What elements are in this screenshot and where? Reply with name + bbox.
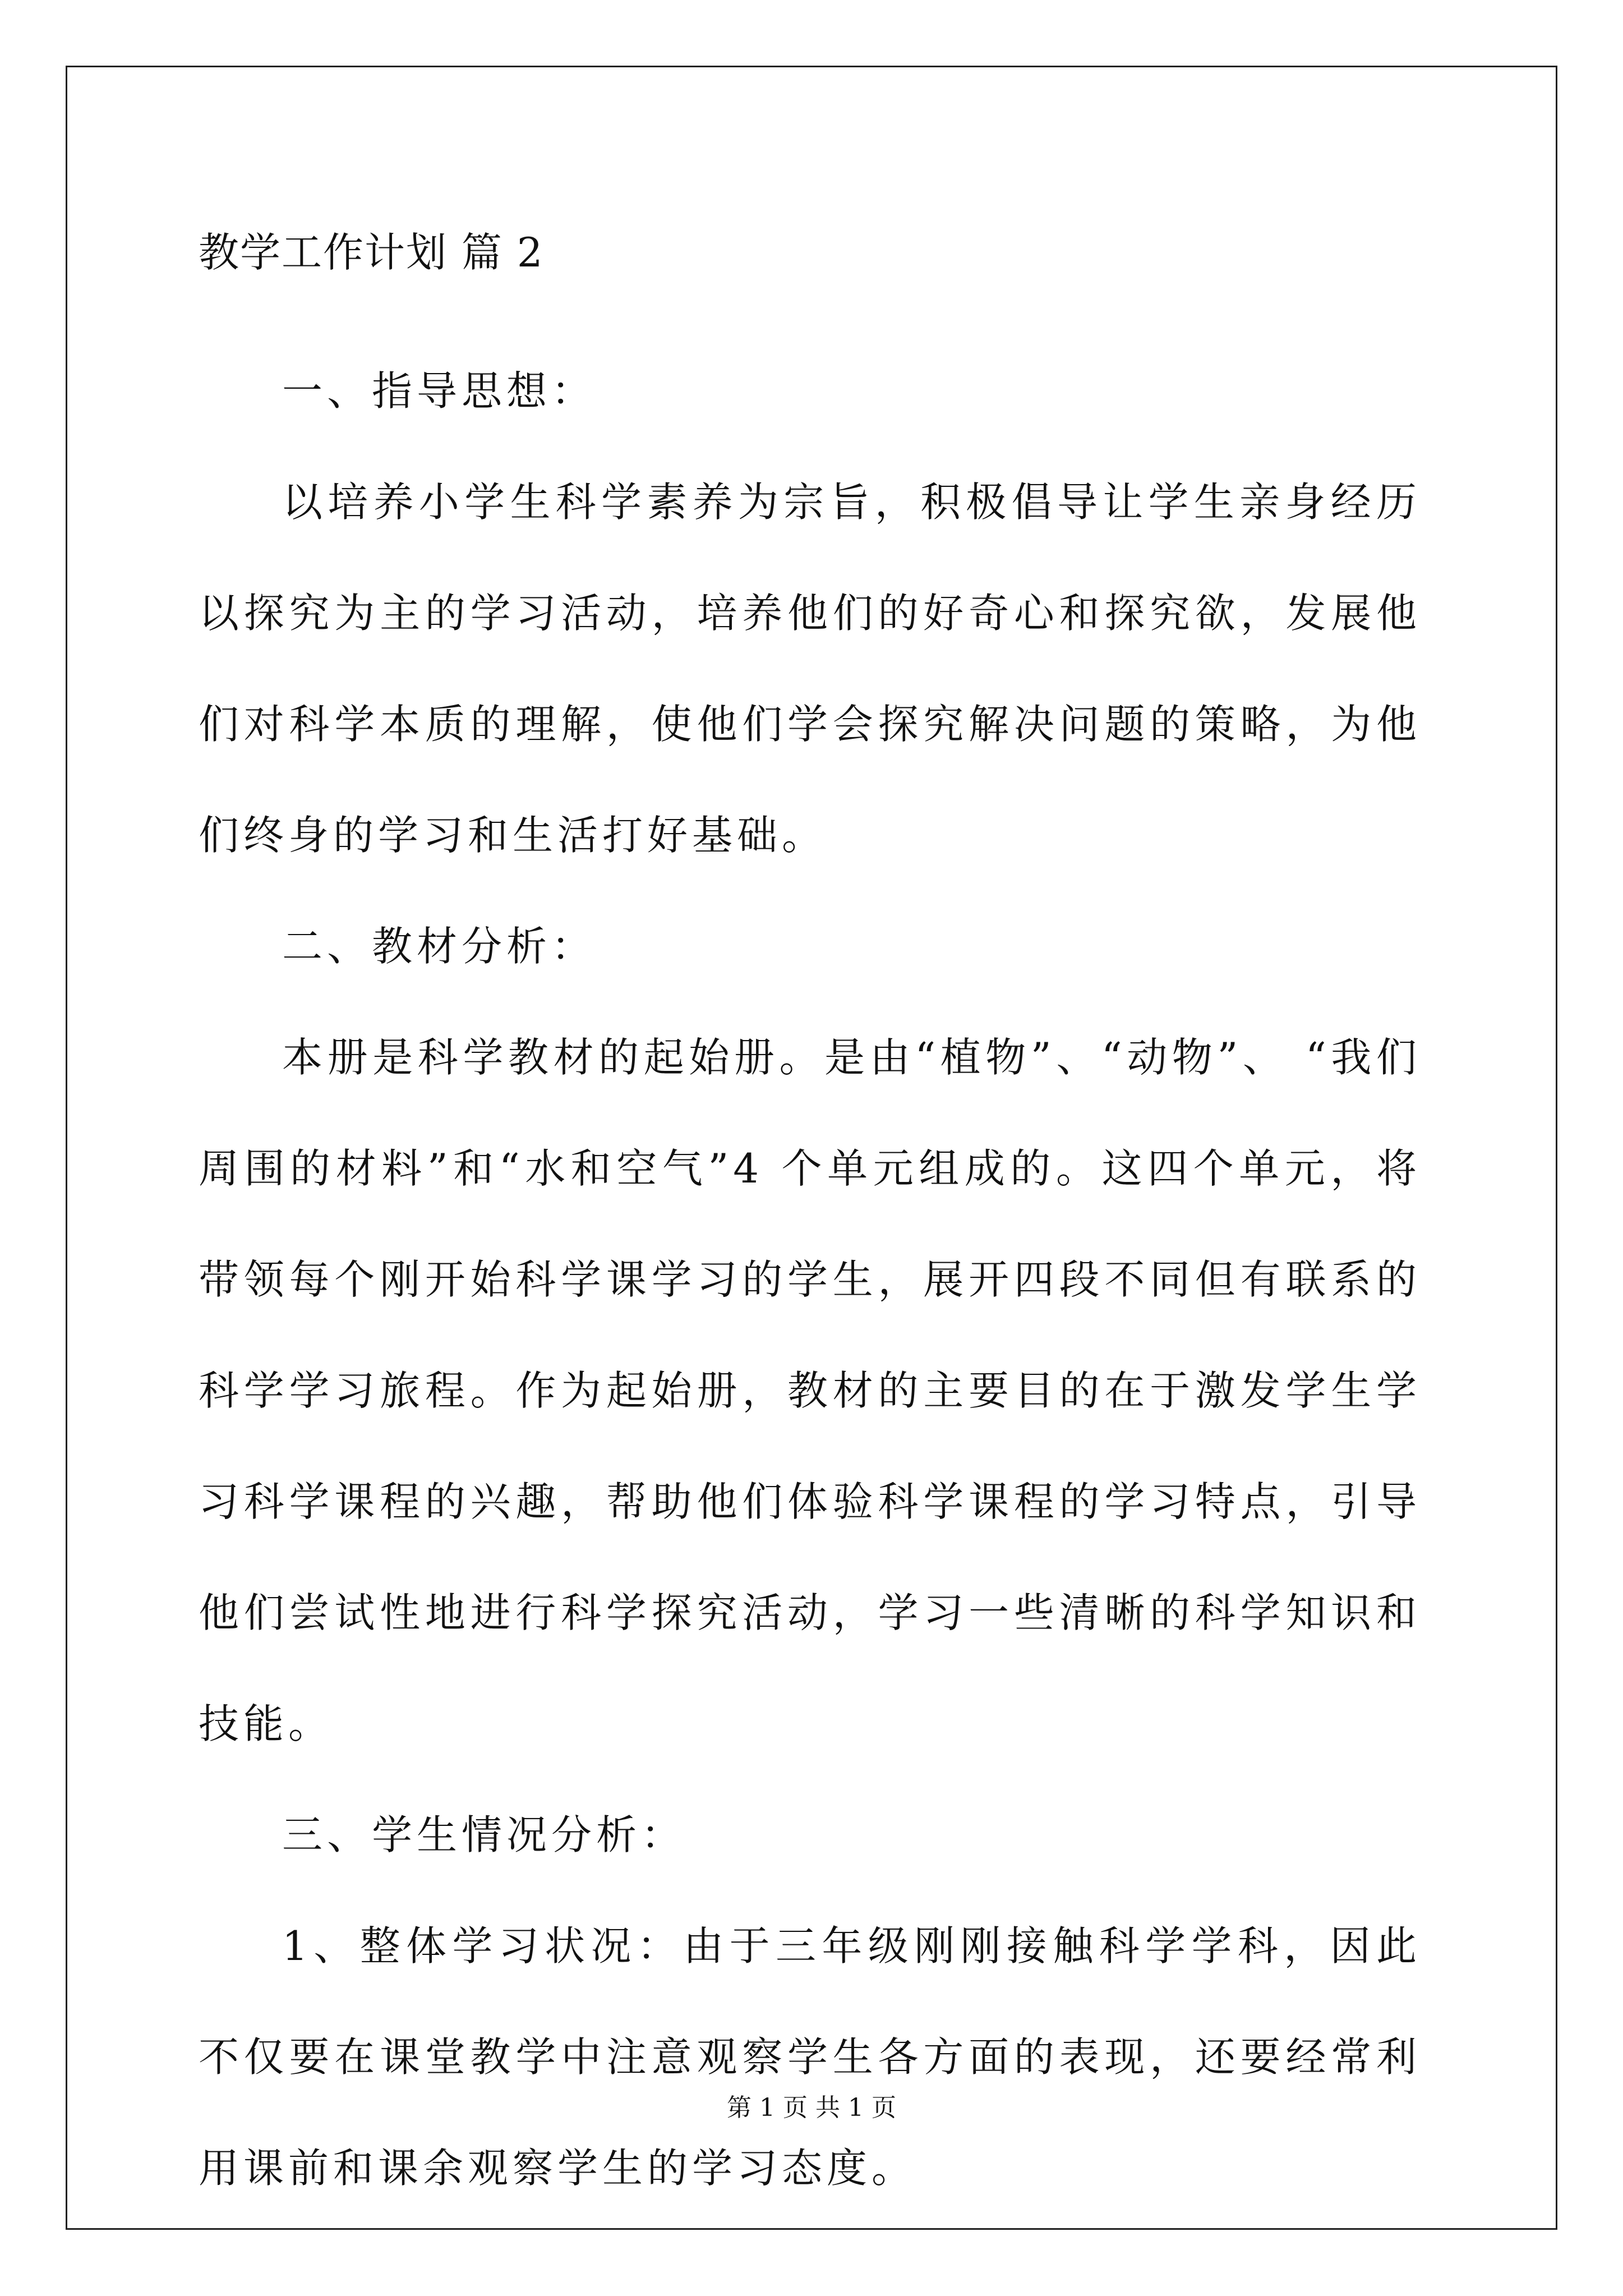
paragraph-student-analysis: 1、整体学习状况：由于三年级刚刚接触科学学科，因此不仅要在课堂教学中注意观察学生各方面的表现，还要经常利用课前和课余观察学生的学习态度。	[199, 1922, 1421, 2192]
paragraph-guiding-thought: 以培养小学生科学素养为宗旨，积极倡导让学生亲身经历以探究为主的学习活动，培养他们的好奇心和探究欲，发展他们对科学本质的理解，使他们学会探究解决问题的策略，为他们终身的学习和生活打好基础。	[199, 478, 1421, 859]
document-body	[199, 224, 1421, 2224]
page-number-footer: 第 1 页 共 1 页	[727, 2093, 896, 2122]
section-heading-student-analysis: 三、学生情况分析：	[282, 1811, 686, 1858]
paragraph-textbook-analysis: 本册是科学教材的起始册。是由“植物”、“动物”、 “我们周围的材料”和“水和空气”4 个单元组成的。这四个单元，将带领每个刚开始科学课学习的学生，展开四段不同但有联系的科学学习旅程。作为起始册，教材的主要目的在于激发学生学习科学课程的兴趣，帮助他们体验科学课程的学习特点，引导他们尝试性地进行科学探究活动，学习一些清晰的科学知识和技能。	[199, 1034, 1421, 1747]
section-heading-textbook-analysis: 二、教材分析：	[282, 923, 597, 970]
section-heading-guiding-thought: 一、指导思想：	[282, 367, 597, 415]
document-title: 教学工作计划 篇 2	[199, 229, 544, 276]
